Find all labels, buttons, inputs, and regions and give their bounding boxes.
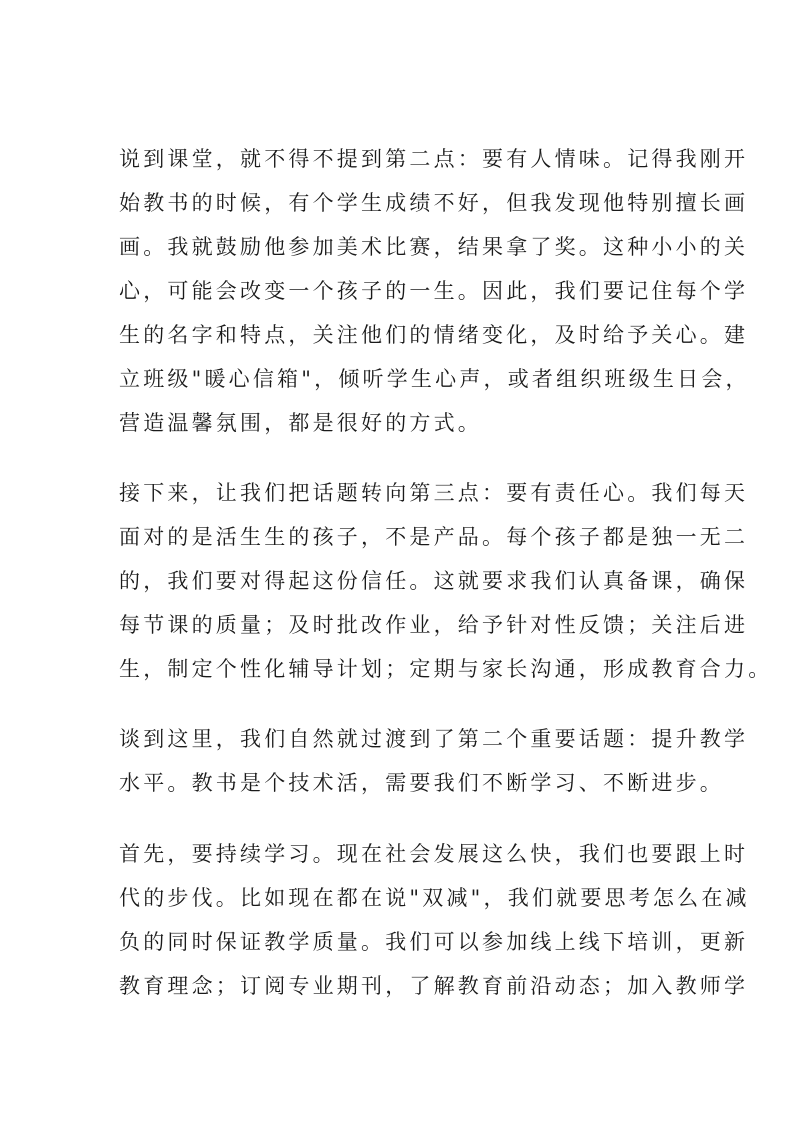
- paragraph-2-line-1: 接下来，让我们把话题转向第三点：要有责任心。我们每天: [119, 481, 749, 505]
- paragraph-2-line-5: 生，制定个性化辅导计划；定期与家长沟通，形成教育合力。: [119, 657, 773, 681]
- paragraph-4-line-3: 负的同时保证教学质量。我们可以参加线上线下培训，更新: [119, 930, 749, 954]
- paragraph-3-line-2: 水平。教书是个技术活，需要我们不断学习、不断进步。: [119, 771, 724, 795]
- paragraph-1-line-3: 画。我就鼓励他参加美术比赛，结果拿了奖。这种小小的关: [119, 235, 749, 259]
- paragraph-1-line-2: 始教书的时候，有个学生成绩不好，但我发现他特别擅长画: [119, 191, 749, 215]
- paragraph-1-line-1: 说到课堂，就不得不提到第二点：要有人情味。记得我刚开: [119, 147, 749, 171]
- paragraph-4-line-4: 教育理念；订阅专业期刊，了解教育前沿动态；加入教师学: [119, 974, 749, 998]
- paragraph-1-line-7: 营造温馨氛围，都是很好的方式。: [119, 411, 482, 435]
- paragraph-2-line-4: 每节课的质量；及时批改作业，给予针对性反馈；关注后进: [119, 613, 749, 637]
- paragraph-2-line-3: 的，我们要对得起这份信任。这就要求我们认真备课，确保: [119, 569, 749, 593]
- paragraph-4-line-2: 代的步伐。比如现在都在说"双减"，我们就要思考怎么在减: [119, 886, 750, 910]
- paragraph-4-line-1: 首先，要持续学习。现在社会发展这么快，我们也要跟上时: [119, 842, 749, 866]
- paragraph-2-line-2: 面对的是活生生的孩子，不是产品。每个孩子都是独一无二: [119, 525, 749, 549]
- paragraph-3-line-1: 谈到这里，我们自然就过渡到了第二个重要话题：提升教学: [119, 727, 749, 751]
- paragraph-1-line-4: 心，可能会改变一个孩子的一生。因此，我们要记住每个学: [119, 279, 749, 303]
- paragraph-1-line-6: 立班级"暖心信箱"，倾听学生心声，或者组织班级生日会，: [119, 367, 750, 391]
- paragraph-1-line-5: 生的名字和特点，关注他们的情绪变化，及时给予关心。建: [119, 323, 749, 347]
